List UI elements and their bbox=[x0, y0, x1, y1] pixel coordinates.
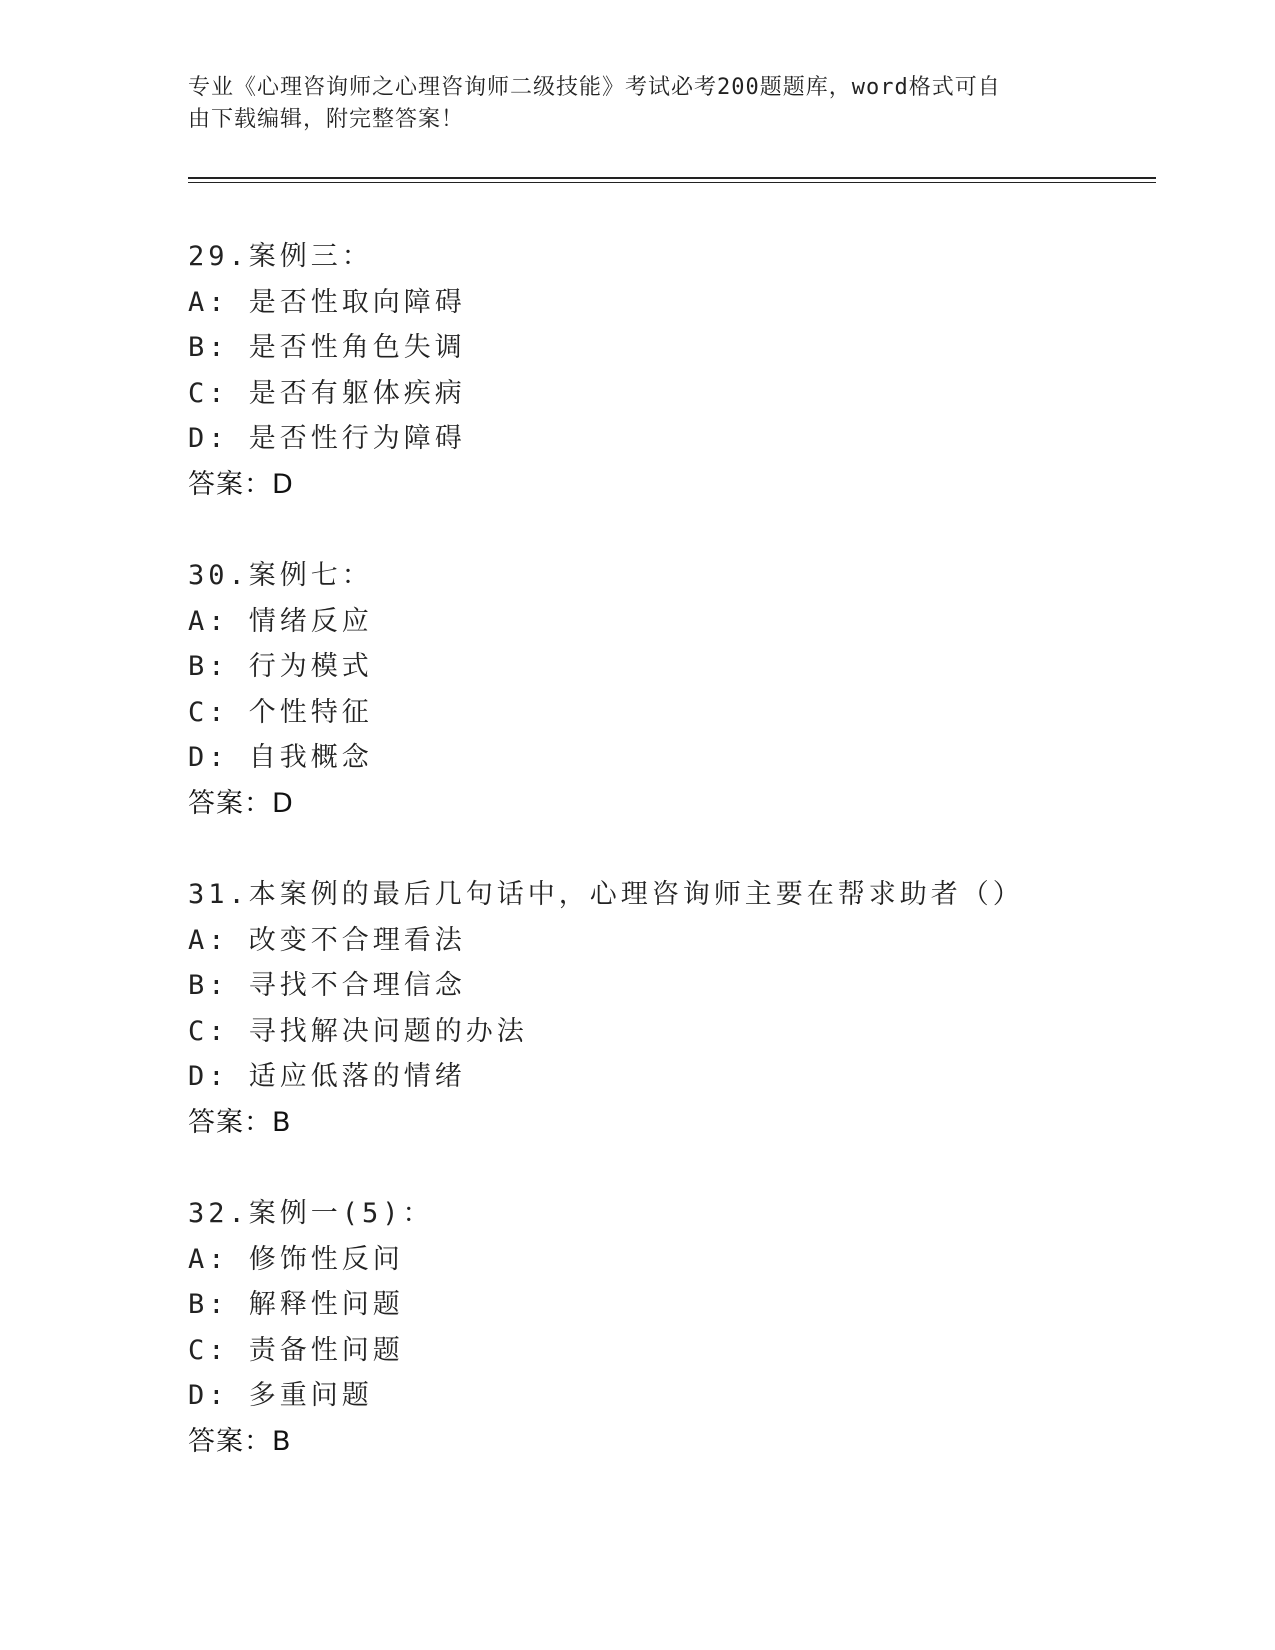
option-d: D: 自我概念 bbox=[188, 742, 373, 773]
answer-line: 答案：B bbox=[188, 1425, 292, 1457]
option-c: C: 个性特征 bbox=[188, 696, 373, 728]
question-stem: 29.案例三： bbox=[188, 241, 373, 272]
document-header bbox=[188, 72, 1068, 136]
option-c: C: 责备性问题 bbox=[188, 1334, 404, 1366]
option-d: D: 是否性行为障碍 bbox=[188, 423, 466, 454]
option-a: A: 修饰性反问 bbox=[188, 1243, 404, 1275]
option-a: A: 情绪反应 bbox=[188, 605, 373, 637]
option-b: B: 解释性问题 bbox=[188, 1289, 404, 1320]
question-31 bbox=[188, 872, 1156, 1145]
header-divider-thin bbox=[188, 182, 1156, 183]
question-stem: 32.案例一(5)： bbox=[188, 1198, 434, 1229]
option-b: B: 寻找不合理信念 bbox=[188, 970, 466, 1001]
option-a: A: 是否性取向障碍 bbox=[188, 286, 466, 318]
option-b: B: 行为模式 bbox=[188, 651, 373, 682]
answer-line: 答案：B bbox=[188, 1106, 292, 1138]
question-29 bbox=[188, 234, 1156, 507]
option-d: D: 多重问题 bbox=[188, 1380, 373, 1411]
question-30 bbox=[188, 553, 1156, 826]
header-line-2: 由下载编辑，附完整答案！ bbox=[188, 107, 465, 132]
question-stem: 31.本案例的最后几句话中，心理咨询师主要在帮求助者（） bbox=[188, 879, 1024, 910]
question-32 bbox=[188, 1191, 1156, 1464]
question-stem: 30.案例七： bbox=[188, 560, 373, 591]
option-d: D: 适应低落的情绪 bbox=[188, 1061, 466, 1092]
option-c: C: 寻找解决问题的办法 bbox=[188, 1015, 528, 1047]
header-divider-thick bbox=[188, 177, 1156, 179]
header-line-1: 专业《心理咨询师之心理咨询师二级技能》考试必考200题题库，word格式可自 bbox=[188, 75, 1001, 100]
option-b: B: 是否性角色失调 bbox=[188, 332, 466, 363]
option-a: A: 改变不合理看法 bbox=[188, 924, 466, 956]
question-list bbox=[188, 234, 1156, 1510]
option-c: C: 是否有躯体疾病 bbox=[188, 377, 466, 409]
answer-line: 答案：D bbox=[188, 787, 294, 819]
answer-line: 答案：D bbox=[188, 468, 294, 500]
